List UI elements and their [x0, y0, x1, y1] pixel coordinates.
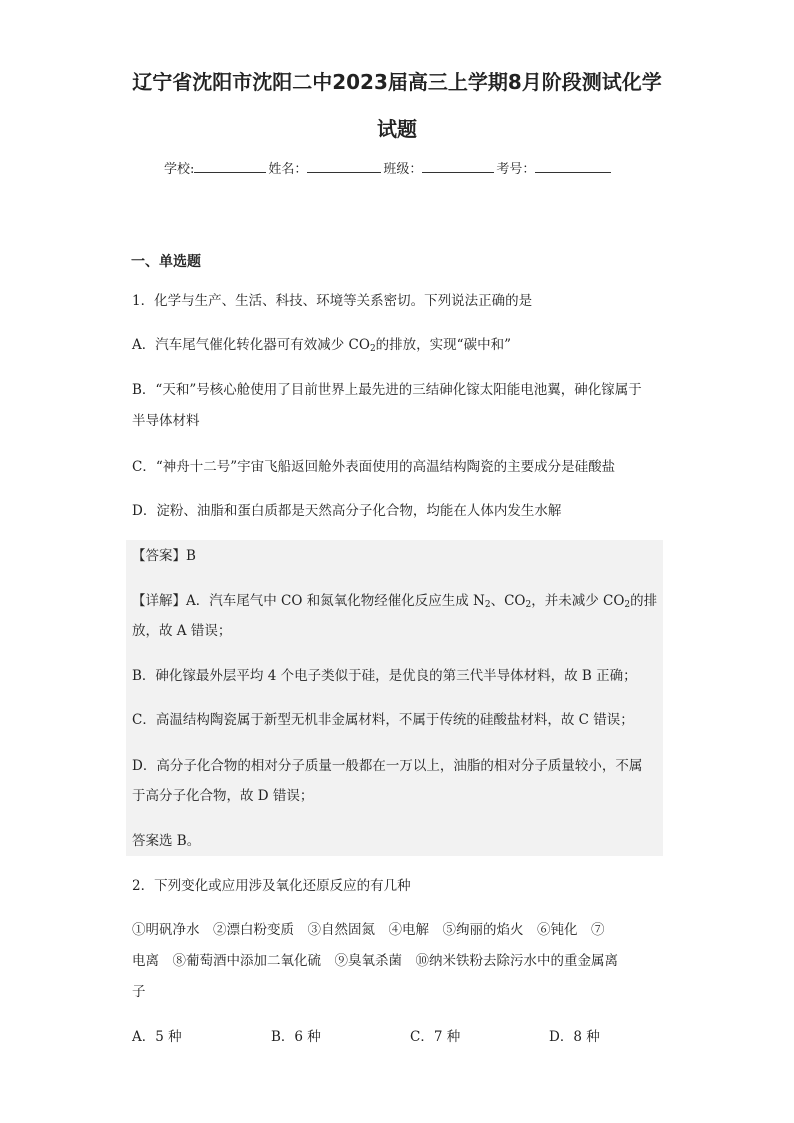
q2-option-a[interactable]: A．5 种 — [132, 1029, 182, 1045]
student-info-row — [164, 158, 613, 177]
q1-conclusion: 答案选 B。 — [132, 833, 201, 849]
q1-detail-d-line1: D．高分子化合物的相对分子质量一般都在一万以上，油脂的相对分子质量较小，不属 — [132, 758, 643, 774]
q1-option-c[interactable]: C．“神舟十二号”宇宙飞船返回舱外表面使用的高温结构陶瓷的主要成分是硅酸盐 — [132, 459, 616, 475]
detail-text: ，并未减少 CO — [531, 593, 625, 609]
q1-stem: 1．化学与生产、生活、科技、环境等关系密切。下列说法正确的是 — [132, 293, 533, 309]
q1-detail-b: B．砷化镓最外层平均 4 个电子类似于硅，是优良的第三代半导体材料，故 B 正确； — [132, 668, 637, 684]
subscript: 2 — [484, 600, 491, 610]
school-label: 学校: — [164, 162, 195, 177]
q1-option-b-line1[interactable]: B．“天和”号核心舱使用了目前世界上最先进的三结砷化镓太阳能电池翼，砷化镓属于 — [132, 382, 642, 398]
answer-explanation-box — [126, 540, 663, 856]
q1-option-a-text: A．汽车尾气催化转化器可有效减少 CO — [132, 337, 370, 353]
q2-option-b[interactable]: B．6 种 — [271, 1029, 321, 1045]
q2-option-d[interactable]: D．8 种 — [549, 1029, 600, 1045]
detail-text: 的排 — [630, 593, 658, 609]
q1-option-a-text-end: 的排放，实现“碳中和” — [375, 337, 511, 353]
q1-detail-line1 — [132, 591, 657, 615]
detail-text: 、CO — [490, 593, 526, 609]
q2-items-line2: 电离 ⑧葡萄酒中添加二氧化硫 ⑨臭氧杀菌 ⑩纳米铁粉去除污水中的重金属离 — [132, 953, 618, 969]
q1-option-b-line2: 半导体材料 — [132, 413, 200, 429]
q1-option-a[interactable] — [132, 335, 511, 359]
section-title: 一、单选题 — [131, 254, 201, 270]
q2-stem: 2．下列变化或应用涉及氧化还原反应的有几种 — [132, 878, 411, 894]
class-label: 班级： — [383, 162, 423, 177]
subscript: 2 — [369, 344, 376, 354]
exam-title-line1: 辽宁省沈阳市沈阳二中2023届高三上学期8月阶段测试化学 — [132, 70, 662, 94]
q2-items-line3: 子 — [132, 984, 146, 1000]
exam-no-blank[interactable] — [535, 158, 611, 173]
q2-items-line1: ①明矾净水 ②漂白粉变质 ③自然固氮 ④电解 ⑤绚丽的焰火 ⑥钝化 ⑦ — [132, 922, 605, 938]
q1-answer: 【答案】B — [132, 548, 196, 564]
q1-detail-c: C．高温结构陶瓷属于新型无机非金属材料，不属于传统的硅酸盐材料，故 C 错误； — [132, 712, 634, 728]
class-blank[interactable] — [422, 158, 494, 173]
exam-no-label: 考号： — [496, 162, 536, 177]
subscript: 2 — [624, 600, 631, 610]
name-blank[interactable] — [307, 158, 381, 173]
detail-text: 【详解】A．汽车尾气中 CO 和氮氧化物经催化反应生成 N — [132, 593, 485, 609]
q1-option-d[interactable]: D．淀粉、油脂和蛋白质都是天然高分子化合物，均能在人体内发生水解 — [132, 503, 562, 519]
name-label: 姓名： — [268, 162, 308, 177]
exam-title-line2: 试题 — [377, 117, 417, 141]
q1-detail-d-line2: 于高分子化合物，故 D 错误； — [132, 788, 314, 804]
q2-option-c[interactable]: C．7 种 — [410, 1029, 461, 1045]
subscript: 2 — [525, 600, 532, 610]
q1-detail-line2: 放，故 A 错误； — [132, 623, 232, 639]
school-blank[interactable] — [194, 158, 266, 173]
